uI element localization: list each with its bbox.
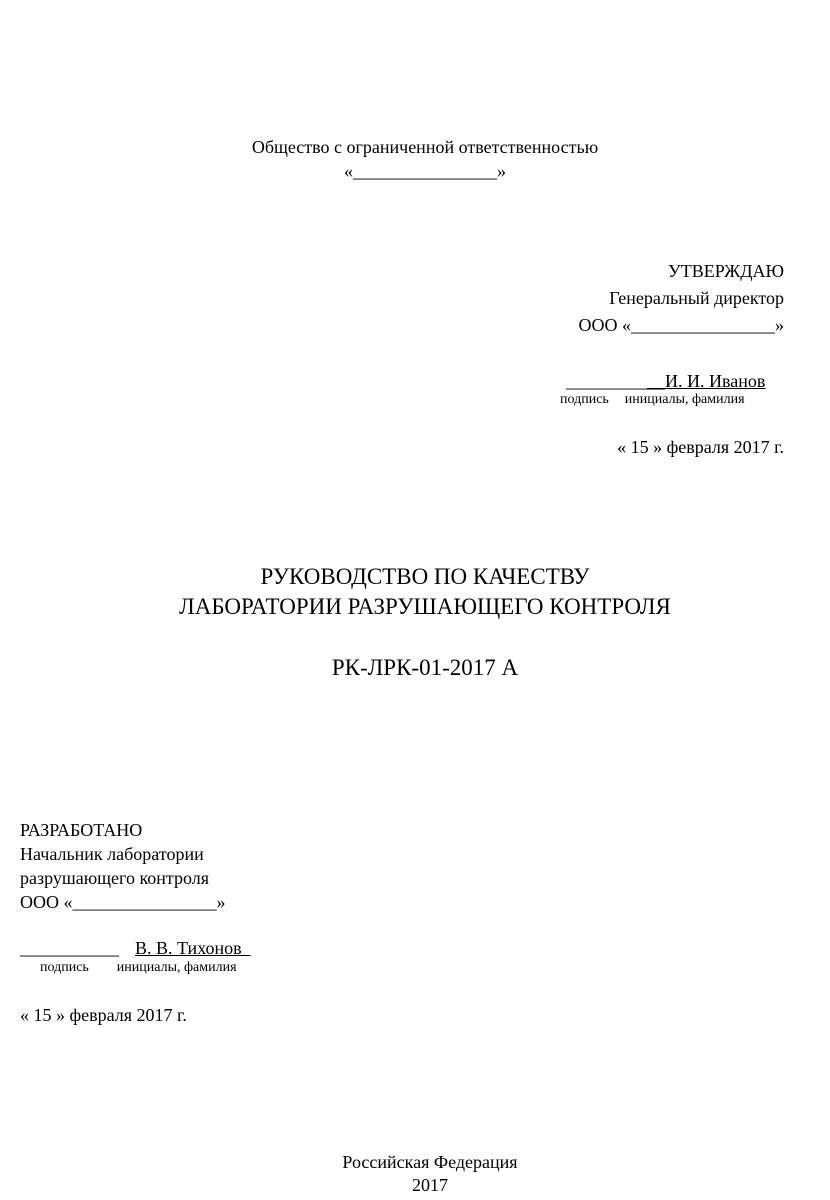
- approval-signer-name: __И. И. Иванов: [647, 371, 766, 391]
- approval-caption-name: инициалы, фамилия: [624, 392, 745, 407]
- developed-sign-blank: ___________: [20, 938, 119, 958]
- footer-country: Российская Федерация: [342, 1152, 518, 1172]
- org-name-blank: «________________»: [344, 161, 506, 181]
- approval-block: [579, 258, 785, 339]
- document-title: [0, 562, 830, 622]
- approval-signature-caption: [560, 392, 745, 408]
- developed-block: [20, 818, 226, 914]
- approval-heading: УТВЕРЖДАЮ: [667, 261, 784, 281]
- footer-year: 2017: [412, 1175, 448, 1195]
- developed-date: « 15 » февраля 2017 г.: [20, 1005, 187, 1025]
- org-type: Общество с ограниченной ответственностью: [251, 137, 599, 157]
- developed-signature-line: [20, 937, 251, 959]
- approval-company: ООО «________________»: [578, 315, 784, 335]
- approval-date: « 15 » февраля 2017 г.: [617, 437, 784, 457]
- developed-signature-caption: [40, 960, 237, 976]
- developed-company: ООО «________________»: [20, 892, 226, 912]
- title-line-2: ЛАБОРАТОРИИ РАЗРУШАЮЩЕГО КОНТРОЛЯ: [179, 594, 671, 619]
- title-line-1: РУКОВОДСТВО ПО КАЧЕСТВУ: [260, 564, 590, 589]
- developed-caption-sign: подпись: [40, 960, 89, 975]
- approval-caption-sign: подпись: [560, 392, 609, 407]
- approval-sign-blank: _________: [566, 371, 647, 391]
- developed-caption-name: инициалы, фамилия: [116, 960, 237, 975]
- developed-heading: РАЗРАБОТАНО: [20, 820, 143, 840]
- developed-position-1: Начальник лаборатории: [20, 844, 204, 864]
- document-code: РК-ЛРК-01-2017 А: [331, 655, 519, 680]
- approval-signature-line: [566, 370, 765, 392]
- developed-position-2: разрушающего контроля: [20, 868, 210, 888]
- approval-position: Генеральный директор: [609, 288, 784, 308]
- developed-signer-name: В. В. Тихонов: [135, 938, 242, 958]
